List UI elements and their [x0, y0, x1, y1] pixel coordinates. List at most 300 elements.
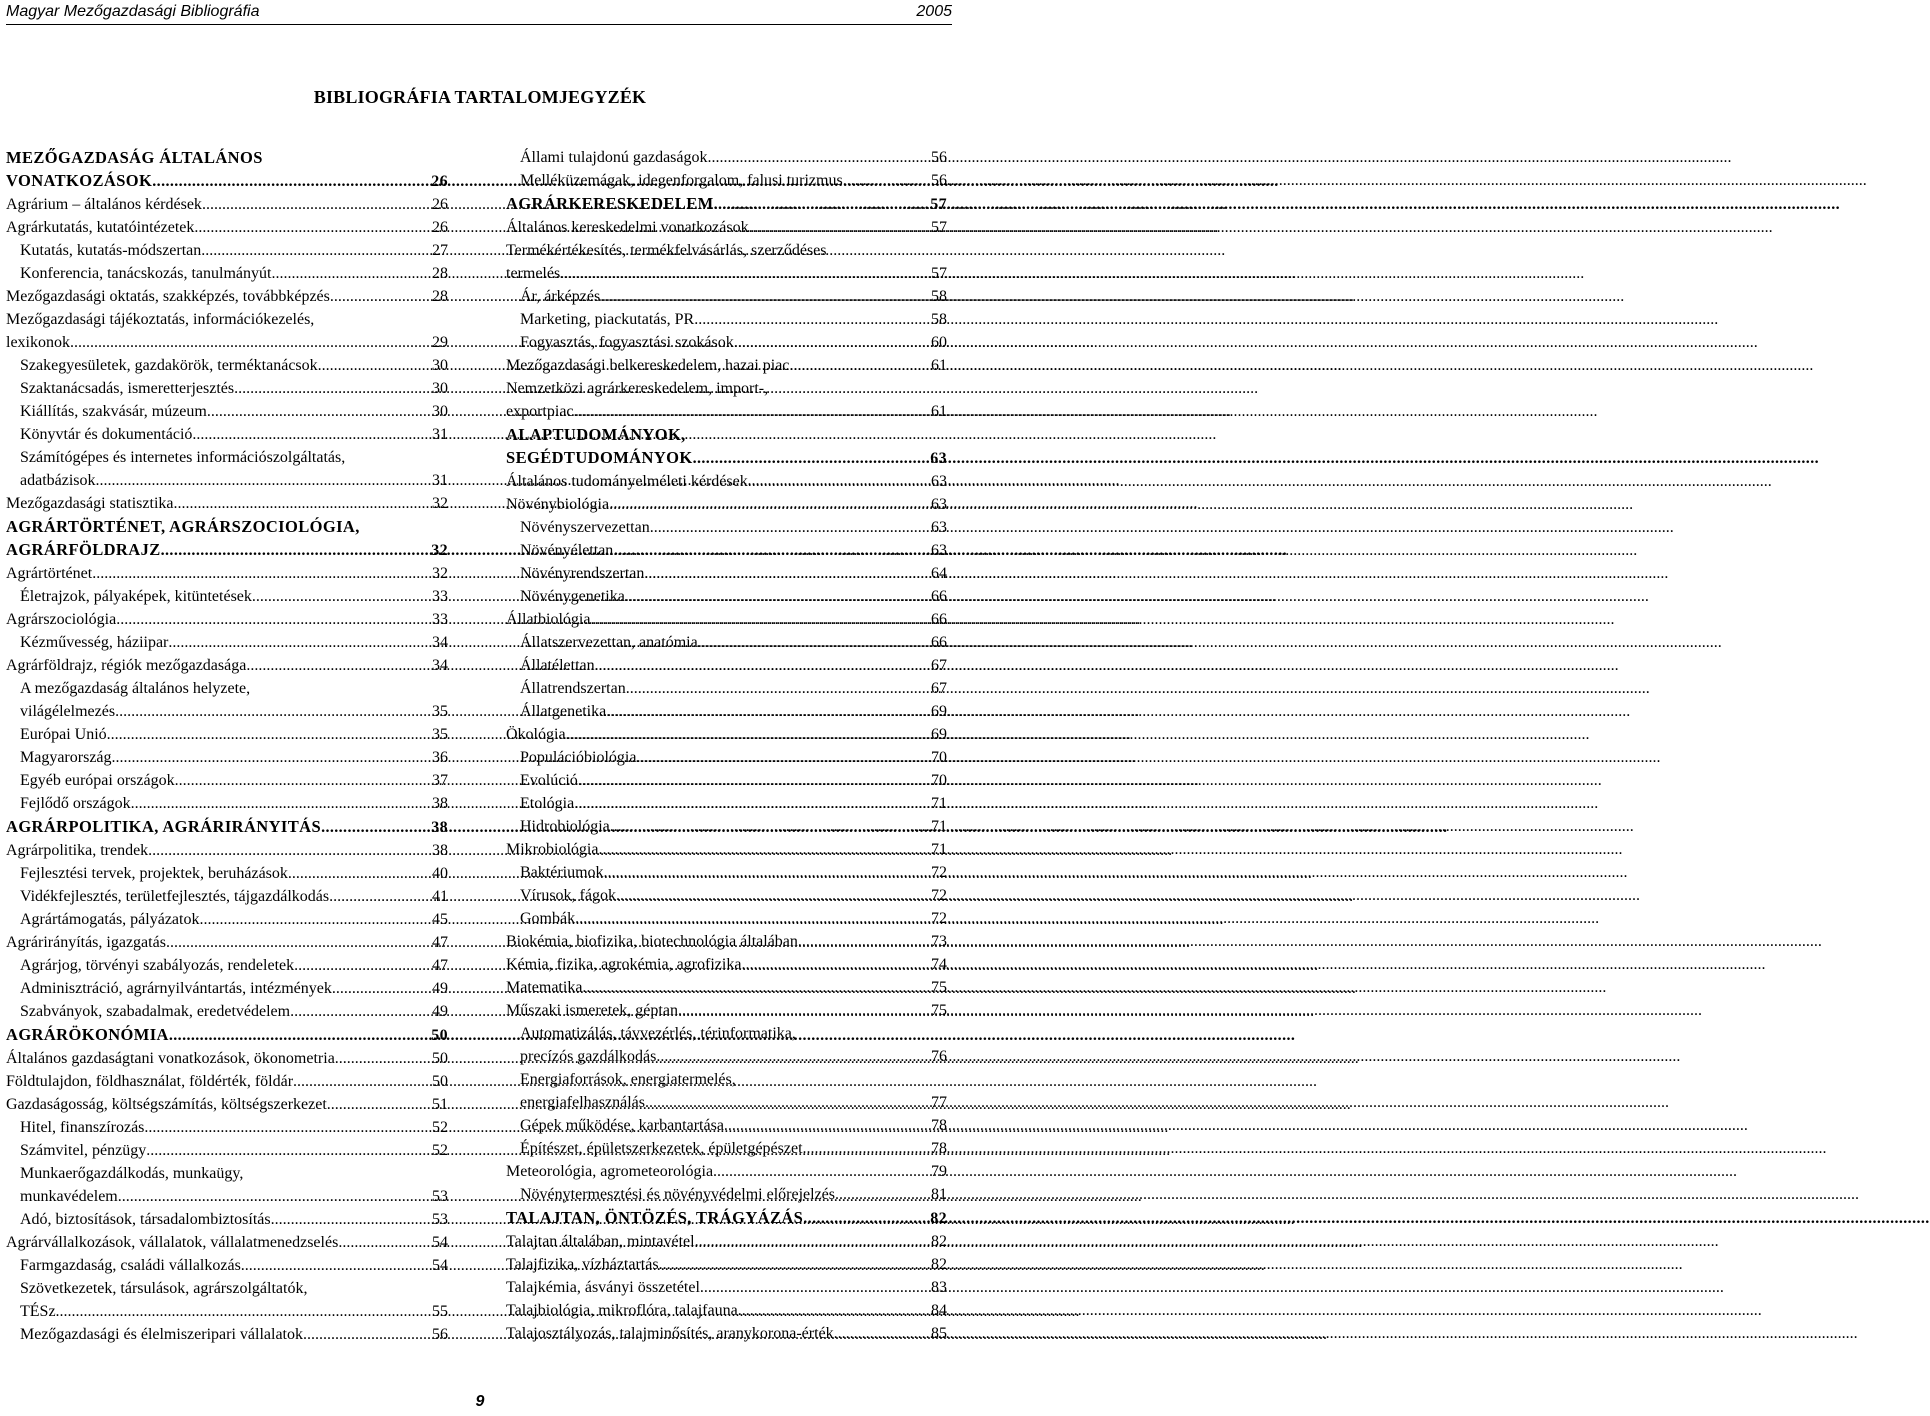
entry-title: precízós gazdálkodás: [520, 1048, 657, 1065]
dot-leader: [566, 725, 929, 745]
entry-page-number: 50: [432, 1050, 448, 1067]
dot-leader: [598, 840, 929, 860]
entry-title: Egyéb európai országok: [20, 772, 175, 789]
entry-title: Vidékfejlesztés, területfejlesztés, tájgazdálkodás: [20, 888, 330, 905]
dot-leader: [194, 218, 430, 238]
toc-entry: [6, 1233, 448, 1253]
entry-title: Mezőgazdasági belkereskedelem, hazai piac: [506, 357, 790, 374]
toc-entry: [506, 909, 947, 929]
dot-leader: [161, 541, 430, 561]
toc-entry: [6, 1072, 448, 1092]
entry-page-number: 77: [931, 1094, 947, 1111]
dot-leader: [116, 610, 430, 630]
entry-title: Fejlődő országok: [20, 795, 131, 812]
section-heading-line: MEZŐGAZDASÁG ÁLTALÁNOS: [6, 148, 263, 167]
toc-entry: [506, 748, 947, 768]
toc-entry: [6, 1210, 448, 1230]
entry-page-number: 54: [432, 1257, 448, 1274]
entry-page-number: 69: [931, 703, 947, 720]
entry-page-number: 58: [931, 288, 947, 305]
entry-title: Farmgazdaság, családi vállalkozás: [20, 1257, 241, 1274]
dot-leader: [708, 148, 929, 168]
toc-left-column: [6, 148, 448, 1348]
entry-title: Gombák: [520, 910, 576, 927]
entry-page-number: 74: [931, 956, 947, 973]
entry-title: Építészet, épületszerkezetek, épületgépészet: [520, 1140, 803, 1157]
toc-entry: [506, 817, 947, 837]
dot-leader: [115, 702, 430, 722]
entry-title: Növénygenetika: [520, 588, 625, 605]
entry-title: Magyarország: [20, 749, 112, 766]
entry-title: Baktériumok: [520, 864, 604, 881]
toc-entry: [6, 887, 448, 907]
dot-leader: [152, 172, 429, 192]
entry-title: Marketing, piackutatás, PR: [520, 311, 695, 328]
toc-entry: [506, 541, 947, 561]
entry-page-number: 35: [432, 726, 448, 743]
entry-page-number: 85: [931, 1325, 947, 1342]
entry-page-number: 66: [931, 634, 947, 651]
toc-entry: [6, 1118, 448, 1138]
section-heading: [6, 171, 448, 192]
dot-leader: [118, 1187, 430, 1207]
dot-leader: [271, 264, 430, 284]
dot-leader: [695, 1232, 929, 1252]
entry-title: Biokémia, biofizika, biotechnológia általában: [506, 933, 798, 950]
toc-entry: [6, 979, 448, 999]
entry-title: Szaktanácsadás, ismeretterjesztés: [20, 380, 235, 397]
dot-leader: [738, 1301, 929, 1321]
entry-title: Talajkémia, ásványi összetétel: [506, 1279, 700, 1296]
entry-title: Könyvtár és dokumentáció: [20, 426, 193, 443]
toc-entry: [6, 1002, 448, 1022]
entry-page-number: 71: [931, 841, 947, 858]
dot-leader: [698, 633, 929, 653]
dot-leader: [207, 402, 430, 422]
toc-entry: [506, 978, 947, 998]
entry-page-number: 34: [432, 657, 448, 674]
entry-page-number: 78: [931, 1117, 947, 1134]
entry-title: Számvitel, pénzügy: [20, 1142, 147, 1159]
entry-page-number: 71: [931, 795, 947, 812]
entry-page-number: 75: [931, 979, 947, 996]
toc-entry: [506, 1255, 947, 1275]
entry-title: exportpiac: [506, 403, 574, 420]
entry-page-number: 50: [432, 1073, 448, 1090]
dot-leader: [327, 1095, 430, 1115]
dot-leader: [560, 264, 929, 284]
entry-title: Agrárföldrajz, régiók mezőgazdasága: [6, 657, 247, 674]
toc-right-column: [506, 148, 947, 1347]
entry-title: Szakegyesületek, gazdakörök, terméktanácsok: [20, 357, 318, 374]
toc-entry-line: Nemzetközi agrárkereskedelem, import-,: [506, 380, 769, 397]
entry-page-number: 35: [432, 703, 448, 720]
dot-leader: [148, 841, 430, 861]
entry-title: Kémia, fizika, agrokémia, agrofizika: [506, 956, 742, 973]
dot-leader: [293, 1072, 430, 1092]
toc-entry: [506, 840, 947, 860]
entry-page-number: 53: [432, 1211, 448, 1228]
dot-leader: [626, 679, 929, 699]
entry-page-number: 34: [432, 634, 448, 651]
entry-page-number: 38: [432, 842, 448, 859]
toc-entry: [6, 1256, 448, 1276]
dot-leader: [803, 1139, 929, 1159]
toc-entry: [6, 748, 448, 768]
entry-title: Adó, biztosítások, társadalombiztosítás: [20, 1211, 271, 1228]
dot-leader: [330, 287, 430, 307]
dot-leader: [234, 379, 430, 399]
toc-entry: [6, 933, 448, 953]
section-heading: [506, 448, 947, 469]
entry-page-number: 37: [432, 772, 448, 789]
toc-entry-line: Számítógépes és internetes információszolgáltatás,: [20, 449, 346, 466]
toc-entry: [506, 1001, 947, 1021]
toc-entry: [506, 955, 947, 975]
toc-entry: [506, 610, 947, 630]
toc-entry-line: Szövetkezetek, társulások, agrárszolgáltatók,: [20, 1280, 308, 1297]
toc-entry: [506, 656, 947, 676]
dot-leader: [294, 956, 430, 976]
entry-page-number: 63: [931, 519, 947, 536]
toc-entry: [506, 679, 947, 699]
entry-title: Növénybiológia: [506, 496, 610, 513]
dot-leader: [644, 564, 929, 584]
entry-page-number: 79: [931, 1163, 947, 1180]
entry-page-number: 27: [432, 242, 448, 259]
entry-title: Fejlesztési tervek, projektek, beruházások: [20, 865, 288, 882]
entry-page-number: 63: [931, 473, 947, 490]
entry-page-number: 30: [432, 403, 448, 420]
entry-title: AGRÁRÖKONÓMIA: [6, 1025, 169, 1044]
toc-entry: [6, 1325, 448, 1345]
entry-title: Agrárpolitika, trendek: [6, 842, 149, 859]
toc-entry: [506, 264, 947, 284]
entry-page-number: 29: [432, 334, 448, 351]
entry-page-number: 63: [931, 496, 947, 513]
toc-entry: [506, 518, 947, 538]
dot-leader: [252, 587, 430, 607]
toc-entry: [506, 1232, 947, 1252]
toc-entry: [506, 1162, 947, 1182]
toc-entry: [6, 471, 448, 491]
entry-title: Agrárvállalkozások, vállalatok, vállalatmenedzselés: [6, 1234, 339, 1251]
dot-leader: [595, 656, 929, 676]
toc-entry: [6, 633, 448, 653]
toc-entry: [6, 241, 448, 261]
section-heading: [6, 540, 448, 561]
entry-page-number: 64: [931, 565, 947, 582]
toc-entry: [506, 472, 947, 492]
toc-entry: [506, 1185, 947, 1205]
entry-page-number: 70: [931, 749, 947, 766]
toc-entry: [6, 494, 448, 514]
dot-leader: [590, 610, 929, 630]
dot-leader: [609, 495, 929, 515]
section-heading-line: AGRÁRTÖRTÉNET, AGRÁRSZOCIOLÓGIA,: [6, 517, 360, 536]
entry-title: Agrárjog, törvényi szabályozás, rendeletek: [20, 957, 295, 974]
toc-entry-line: Automatizálás, távvezérlés, térinformatika,: [520, 1025, 796, 1042]
toc-entry: [506, 1047, 947, 1067]
entry-page-number: 26: [431, 173, 448, 190]
toc-entry: [6, 956, 448, 976]
entry-title: munkavédelem: [20, 1188, 118, 1205]
toc-entry: [6, 656, 448, 676]
dot-leader: [834, 1324, 929, 1344]
toc-entry: [506, 702, 947, 722]
toc-entry: [506, 564, 947, 584]
toc-entry: [6, 1302, 448, 1322]
dot-leader: [199, 910, 430, 930]
dot-leader: [246, 656, 430, 676]
entry-title: Mikrobiológia: [506, 841, 599, 858]
entry-page-number: 30: [432, 380, 448, 397]
entry-page-number: 71: [931, 818, 947, 835]
page-title: BIBLIOGRÁFIA TARTALOMJEGYZÉK: [313, 87, 647, 107]
toc-entry: [506, 725, 947, 745]
toc-entry: [506, 771, 947, 791]
entry-title: Agrárkutatás, kutatóintézetek: [6, 219, 195, 236]
entry-page-number: 57: [931, 265, 947, 282]
toc-entry: [6, 1049, 448, 1069]
entry-page-number: 45: [432, 911, 448, 928]
toc-entry-line: Munkaerőgazdálkodás, munkaügy,: [20, 1165, 244, 1182]
entry-title: Gazdaságosság, költségszámítás, költségszerkezet: [6, 1096, 327, 1113]
dot-leader: [288, 864, 430, 884]
toc-entry: [506, 1139, 947, 1159]
dot-leader: [329, 887, 430, 907]
entry-title: Növényrendszertan: [520, 565, 645, 582]
entry-page-number: 41: [432, 888, 448, 905]
entry-title: Mezőgazdasági statisztika: [6, 495, 174, 512]
page-number: 9: [475, 1393, 485, 1410]
dot-leader: [174, 494, 431, 514]
entry-title: Agrárirányítás, igazgatás: [6, 934, 166, 951]
entry-page-number: 61: [931, 403, 947, 420]
entry-title: Talajbiológia, mikroflóra, talajfauna: [506, 1302, 738, 1319]
dot-leader: [741, 955, 929, 975]
toc-entry: [6, 771, 448, 791]
toc-entry: [6, 564, 448, 584]
entry-page-number: 72: [931, 887, 947, 904]
entry-title: Életrajzok, pályaképek, kitüntetések: [20, 588, 252, 605]
entry-page-number: 31: [432, 426, 448, 443]
entry-title: Hidrobiológia: [520, 818, 610, 835]
section-heading: [506, 194, 947, 215]
entry-page-number: 52: [432, 1119, 448, 1136]
entry-title: TÉSz: [20, 1303, 56, 1320]
entry-page-number: 56: [432, 1326, 448, 1343]
dot-leader: [166, 933, 430, 953]
entry-page-number: 32: [432, 565, 448, 582]
entry-page-number: 47: [432, 957, 448, 974]
dot-leader: [202, 195, 430, 215]
entry-page-number: 56: [931, 149, 947, 166]
entry-page-number: 58: [931, 311, 947, 328]
toc-entry: [6, 910, 448, 930]
dot-leader: [70, 333, 430, 353]
dot-leader: [112, 748, 430, 768]
dot-leader: [843, 171, 929, 191]
entry-page-number: 83: [931, 1279, 947, 1296]
dot-leader: [574, 794, 929, 814]
entry-page-number: 69: [931, 726, 947, 743]
dot-leader: [96, 471, 430, 491]
toc-entry: [506, 495, 947, 515]
toc-entry: [6, 425, 448, 445]
dot-leader: [798, 932, 929, 952]
toc-entry: [6, 610, 448, 630]
dot-leader: [321, 818, 429, 838]
entry-page-number: 72: [931, 864, 947, 881]
entry-title: Gépek működése, karbantartása: [520, 1117, 724, 1134]
dot-leader: [625, 587, 929, 607]
toc-entry: [506, 886, 947, 906]
entry-title: Szabványok, szabadalmak, eredetvédelem: [20, 1003, 291, 1020]
entry-title: Mezőgazdasági oktatás, szakképzés, továbbképzés: [6, 288, 330, 305]
entry-title: Agrárium – általános kérdések: [6, 196, 202, 213]
entry-title: Talajtan általában, mintavétel: [506, 1233, 695, 1250]
dot-leader: [144, 1118, 430, 1138]
toc-entry: [506, 310, 947, 330]
dot-leader: [192, 425, 430, 445]
entry-title: Agrárszociológia: [6, 611, 117, 628]
dot-leader: [131, 794, 430, 814]
toc-entry: [506, 1093, 947, 1113]
entry-page-number: 66: [931, 588, 947, 605]
dot-leader: [582, 978, 929, 998]
entry-page-number: 53: [432, 1188, 448, 1205]
toc-entry: [6, 725, 448, 745]
section-heading: [6, 1025, 448, 1046]
toc-entry: [6, 333, 448, 353]
toc-entry: [6, 1095, 448, 1115]
dot-leader: [693, 449, 929, 469]
entry-title: Vírusok, fágok: [520, 887, 616, 904]
entry-title: Evolúció: [520, 772, 578, 789]
dot-leader: [700, 1278, 929, 1298]
entry-page-number: 36: [432, 749, 448, 766]
entry-title: Matematika: [506, 979, 583, 996]
entry-page-number: 56: [931, 172, 947, 189]
entry-page-number: 67: [931, 680, 947, 697]
dot-leader: [803, 1209, 928, 1229]
entry-title: Kézművesség, háziipar: [20, 634, 169, 651]
dot-leader: [749, 218, 929, 238]
entry-title: lexikonok: [6, 334, 70, 351]
dot-leader: [613, 541, 929, 561]
toc-entry: [6, 1187, 448, 1207]
entry-title: Agrártámogatás, pályázatok: [20, 911, 200, 928]
entry-page-number: 51: [432, 1096, 448, 1113]
toc-entry: [506, 1301, 947, 1321]
toc-entry: [506, 932, 947, 952]
toc-entry: [6, 402, 448, 422]
entry-page-number: 33: [432, 611, 448, 628]
dot-leader: [168, 633, 430, 653]
dot-leader: [713, 1162, 929, 1182]
toc-entry: [506, 333, 947, 353]
entry-page-number: 70: [931, 772, 947, 789]
toc-entry: [506, 633, 947, 653]
entry-page-number: 67: [931, 657, 947, 674]
entry-title: Állatrendszertan: [520, 680, 626, 697]
entry-page-number: 28: [432, 265, 448, 282]
section-heading: [506, 1208, 947, 1229]
publication-year: 2005: [916, 3, 952, 20]
toc-entry: [506, 218, 947, 238]
dot-leader: [169, 1026, 429, 1046]
dot-leader: [146, 1141, 430, 1161]
entry-page-number: 54: [432, 1234, 448, 1251]
entry-page-number: 78: [931, 1140, 947, 1157]
entry-title: Állami tulajdonú gazdaságok: [520, 149, 708, 166]
entry-title: VONATKOZÁSOK: [6, 171, 153, 190]
dot-leader: [335, 1049, 430, 1069]
toc-entry: [506, 148, 947, 168]
dot-leader: [678, 1001, 929, 1021]
dot-leader: [656, 1047, 929, 1067]
dot-leader: [574, 402, 929, 422]
entry-page-number: 49: [432, 1003, 448, 1020]
dot-leader: [694, 310, 929, 330]
toc-entry: [506, 794, 947, 814]
entry-page-number: 63: [931, 542, 947, 559]
toc-entry: [506, 356, 947, 376]
dot-leader: [610, 817, 929, 837]
dot-leader: [636, 748, 929, 768]
entry-page-number: 33: [432, 588, 448, 605]
entry-title: Talajfizika, vízháztartás: [506, 1256, 659, 1273]
toc-entry: [6, 702, 448, 722]
toc-entry: [6, 264, 448, 284]
entry-title: Földtulajdon, földhasználat, földérték, földár: [6, 1073, 294, 1090]
entry-page-number: 73: [931, 933, 947, 950]
entry-title: Agrártörténet: [6, 565, 93, 582]
publication-title: Magyar Mezőgazdasági Bibliográfia: [6, 3, 260, 20]
dot-leader: [659, 1255, 929, 1275]
dot-leader: [789, 356, 929, 376]
toc-entry-line: Mezőgazdasági tájékoztatás, információkezelés,: [6, 311, 315, 328]
toc-entry: [6, 379, 448, 399]
entry-title: Általános kereskedelmi vonatkozások: [506, 219, 749, 236]
entry-page-number: 57: [930, 196, 947, 213]
entry-title: Etológia: [520, 795, 575, 812]
toc-entry: [6, 841, 448, 861]
entry-title: AGRÁRKERESKEDELEM: [506, 194, 714, 213]
entry-title: Konferencia, tanácskozás, tanulmányút: [20, 265, 272, 282]
entry-title: Állatélettan: [520, 657, 595, 674]
entry-title: Adminisztráció, agrárnyilvántartás, intézmények: [20, 980, 332, 997]
entry-page-number: 61: [931, 357, 947, 374]
entry-page-number: 26: [432, 196, 448, 213]
entry-page-number: 84: [931, 1302, 947, 1319]
toc-entry: [506, 171, 947, 191]
entry-page-number: 30: [432, 357, 448, 374]
entry-title: Kutatás, kutatás-módszertan: [20, 242, 202, 259]
toc-entry: [506, 1278, 947, 1298]
dot-leader: [332, 979, 430, 999]
entry-page-number: 82: [931, 1233, 947, 1250]
dot-leader: [835, 1185, 929, 1205]
entry-page-number: 66: [931, 611, 947, 628]
dot-leader: [92, 564, 430, 584]
entry-title: Ökológia: [506, 726, 566, 743]
entry-page-number: 82: [931, 1256, 947, 1273]
dot-leader: [650, 518, 929, 538]
entry-title: Általános gazdaságtani vonatkozások, ökonometria: [6, 1050, 335, 1067]
entry-page-number: 32: [431, 542, 448, 559]
